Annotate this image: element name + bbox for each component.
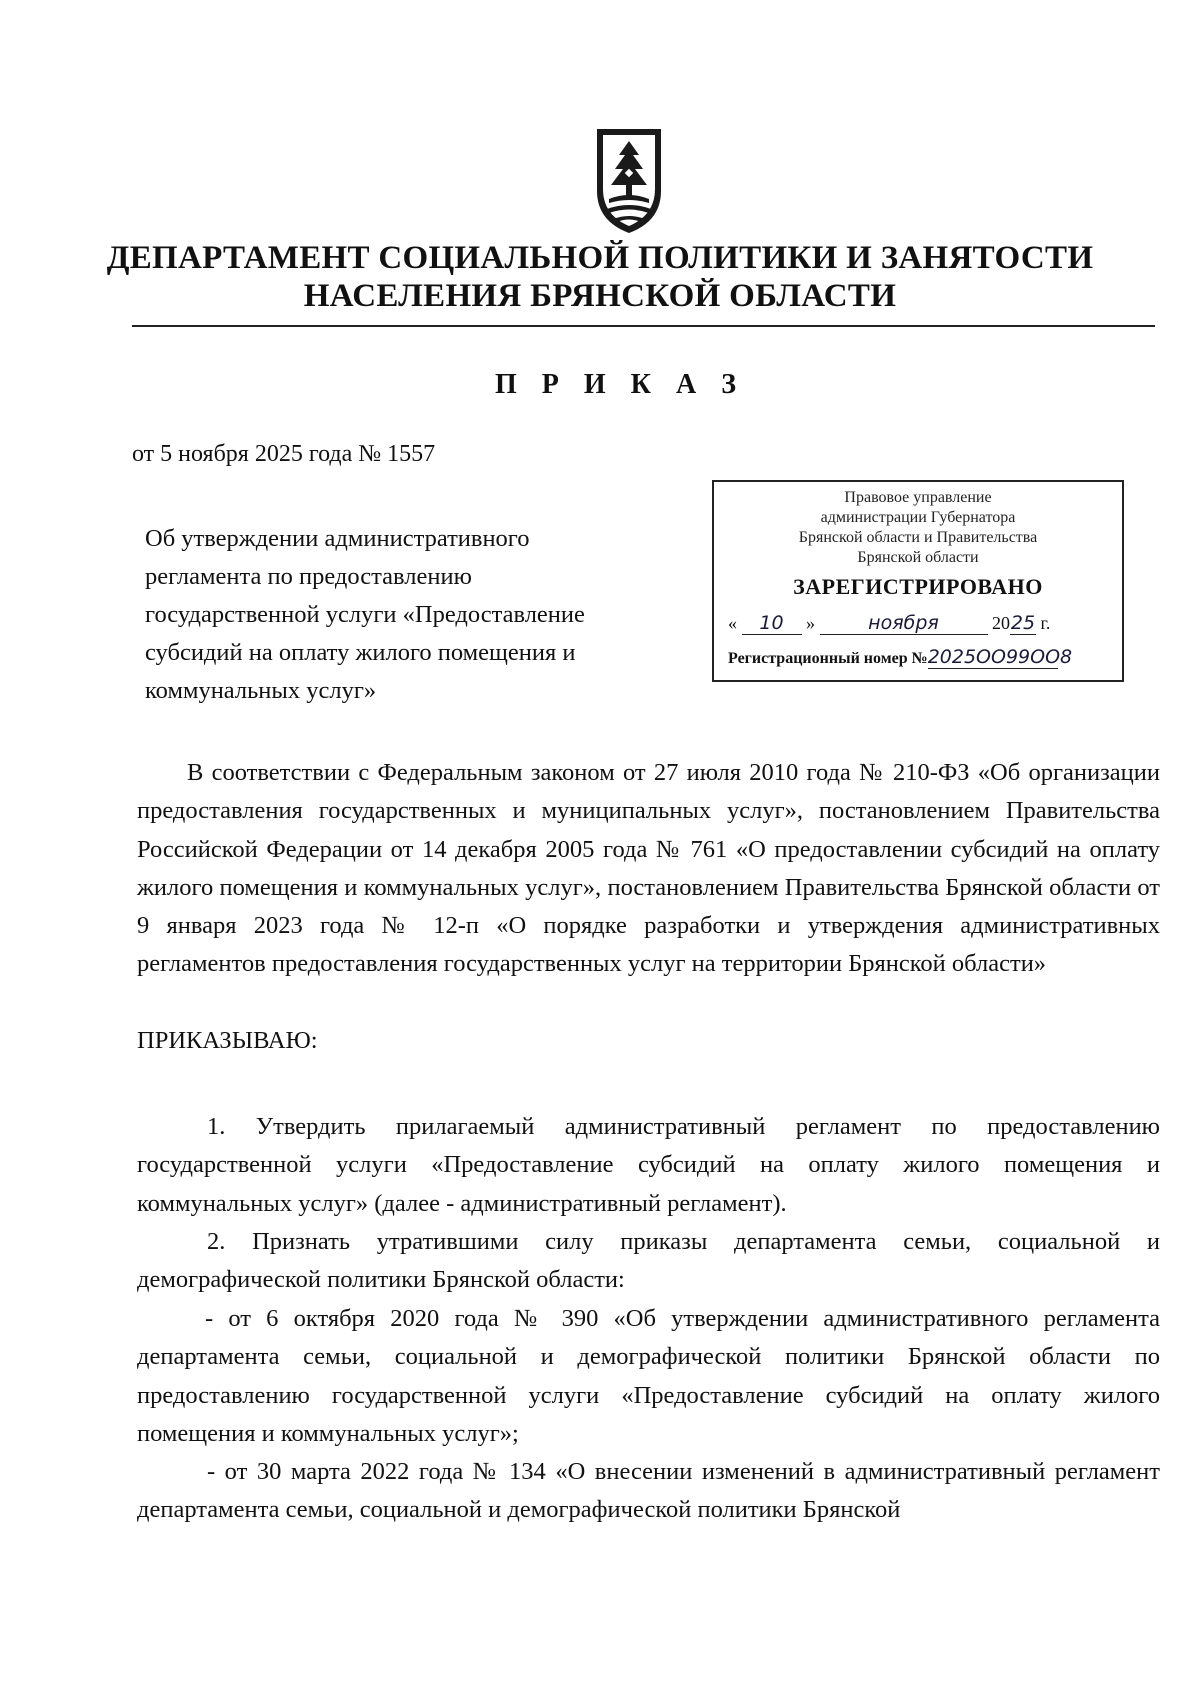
department-name-line1: ДЕПАРТАМЕНТ СОЦИАЛЬНОЙ ПОЛИТИКИ И ЗАНЯТОСТИ (106, 240, 1094, 276)
stamp-close-quote: » (806, 613, 815, 633)
subject-line: регламента по предоставлению (145, 563, 472, 590)
bryansk-coat-of-arms-icon (583, 125, 675, 237)
stamp-month: ноября (820, 612, 988, 635)
stamp-org-line: администрации Губернатора (820, 509, 1016, 526)
order-subject (145, 520, 685, 710)
stamp-org-line: Брянской области (857, 549, 979, 566)
order-title: П Р И К А З (495, 369, 745, 400)
item-1-paragraph: 1. Утвердить прилагаемый административный регламент по предоставлению государственной услуги «Предоставление субсидий на оплату жилого помещения и коммунальных услуг» (далее - административный регламент). (137, 1113, 1160, 1217)
stamp-day: 10 (742, 612, 802, 635)
stamp-open-quote: « (728, 613, 737, 633)
subject-line: государственной услуги «Предоставление (145, 601, 585, 628)
stamp-reg-number: 2025ОО99ОО8 (927, 646, 1073, 668)
stamp-reg-label: Регистрационный номер № (728, 650, 928, 667)
stamp-org-line: Правовое управление (844, 489, 992, 506)
stamp-year-suffix: 25 (1010, 612, 1036, 634)
item-2-subitem-a: - от 6 октября 2020 года № 390 «Об утверждении административного регламента департамента семьи, социальной и демографической политики Брянской области по предоставлению государственной услуги «Предоставление субсидий на оплату жилого помещения и коммунальных услуг»; (137, 1305, 1160, 1447)
stamp-registration-number-row (728, 646, 1073, 669)
header-divider (132, 325, 1155, 327)
stamp-organization (714, 488, 1122, 568)
subject-line: коммунальных услуг» (145, 677, 377, 704)
item-2-subitem-b: - от 30 марта 2022 года № 134 «О внесении изменений в административный регламент департамента семьи, социальной и демографической политики Брянской (137, 1458, 1160, 1524)
stamp-status: ЗАРЕГИСТРИРОВАНО (793, 574, 1043, 599)
preamble-paragraph: В соответствии с Федеральным законом от 27 июля 2010 года № 210-ФЗ «Об организации предоставления государственных и муниципальных услуг», постановлением Правительства Российской Федерации от 14 декабря 2005 года № 761 «О предоставлении субсидий на оплату жилого помещения и коммунальных услуг», постановлением Правительства Брянской области от 9 января 2023 года № 12-п «О порядке разработки и утверждения административных регламентов предоставления государственных услуг на территории Брянской области» (137, 759, 1160, 978)
subject-line: субсидий на оплату жилого помещения и (145, 639, 576, 666)
department-name-line2: НАСЕЛЕНИЯ БРЯНСКОЙ ОБЛАСТИ (303, 278, 897, 314)
registration-stamp (712, 480, 1124, 682)
stamp-org-line: Брянской области и Правительства (798, 529, 1038, 546)
subject-line: Об утверждении административного (145, 525, 530, 552)
order-directive: ПРИКАЗЫВАЮ: (137, 1027, 318, 1054)
order-date-number: от 5 ноября 2025 года № 1557 (132, 441, 436, 467)
stamp-year-prefix: 20 (992, 613, 1010, 633)
stamp-year-unit: г. (1040, 613, 1051, 633)
item-2-paragraph: 2. Признать утратившими силу приказы департамента семьи, социальной и демографической политики Брянской области: (137, 1228, 1160, 1294)
stamp-date (728, 612, 1113, 635)
